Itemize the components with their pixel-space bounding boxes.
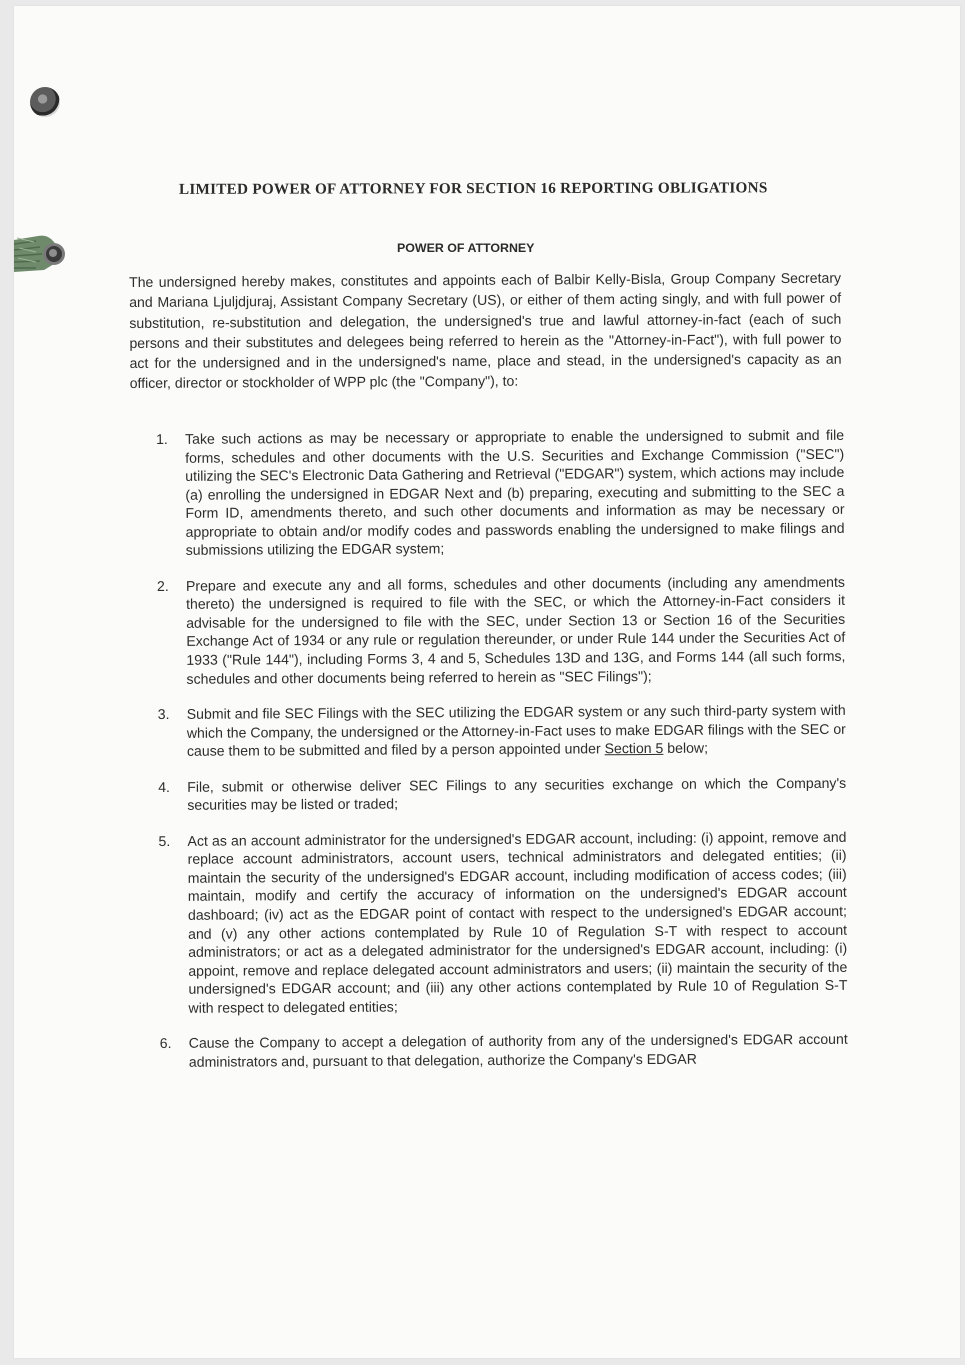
intro-paragraph: The undersigned hereby makes, constitutes and appoints each of Balbir Kelly-Bisla, Group Company Secretary and Mariana Ljuljdjuraj, Assistant Company Secretary (US), or either of them acting singly, and with full power of substitution, re-substitution and delegation, the undersigned's true and lawful attorney-in-fact (each of such persons and their substitutes and delegees being referred to herein as the "Attorney-in-Fact"), with full power to act for the undersigned and in the undersigned's name, place and stead, in the undersigned's capacity as an officer, director or stockholder of WPP plc (the "Company"), to: bbox=[129, 269, 842, 392]
binder-hole-icon bbox=[30, 87, 60, 117]
list-item-number: 6. bbox=[159, 1035, 172, 1052]
list-item-text-before: Submit and file SEC Filings with the SEC utilizing the EDGAR system or any such third-party system with which the Company, the undersigned or the Attorney-in-Fact uses to make EDGAR filings with the SEC or cause them to be submitted and filed by a person appointed under bbox=[186, 701, 846, 760]
list-item-number: 5. bbox=[158, 832, 171, 849]
document-subtitle: POWER OF ATTORNEY bbox=[397, 241, 535, 255]
list-item-text-after: below; bbox=[663, 739, 709, 757]
list-item bbox=[157, 573, 846, 688]
list-item-text: File, submit or otherwise deliver SEC Filings to any securities exchange on which the Company's securities may be listed or traded; bbox=[187, 774, 847, 814]
list-item-number: 3. bbox=[157, 706, 170, 723]
powers-list bbox=[156, 426, 848, 1089]
list-item-number: 2. bbox=[156, 577, 169, 594]
document-page bbox=[14, 6, 960, 1358]
list-item-text: Cause the Company to accept a delegation of authority from any of the undersigned's EDGAR account administrators and, pursuant to that delegation, authorize the Company's EDGAR bbox=[188, 1031, 848, 1070]
list-item bbox=[158, 701, 846, 761]
list-item-number: 4. bbox=[158, 778, 170, 795]
document-title: LIMITED POWER OF ATTORNEY FOR SECTION 16 REPORTING OBLIGATIONS bbox=[178, 179, 768, 198]
list-item bbox=[158, 774, 846, 815]
list-item-text: Take such actions as may be necessary or appropriate to enable the undersigned to submit and file forms, schedules and other documents with the U.S. Securities and Exchange Commission ("SEC") utilizing the SEC's Electronic Data Gathering and Retrieval ("EDGAR") system, which actions may include (a) enrolling the undersigned in EDGAR Next and (b) preparing, executing and submitting to the SEC a Form ID, amendments thereto, and such other documents and information as may be necessary or appropriate to obtain and/or modify codes and passwords enabling the undersigned to make filings and submissions utilizing the EDGAR system; bbox=[185, 426, 845, 559]
list-item-text bbox=[187, 701, 846, 761]
list-item bbox=[158, 828, 847, 1018]
list-item bbox=[160, 1030, 848, 1071]
list-item-number: 1. bbox=[156, 430, 168, 447]
list-item-text: Prepare and execute any and all forms, schedules and other documents (including any amendments thereto) the undersigned is required to file with the SEC, or which the Attorney-in-Fact considers it advisable for the undersigned to file with the SEC, under Section 13 or Section 16 of the Securities Exchange Act of 1934 or any rule or regulation thereunder, or under Rule 144 under the Securities Act of 1933 ("Rule 144"), including Forms 3, 4 and 5, Schedules 13D and 13G, and Forms 144 (all such forms, schedules and other documents being referred to herein as "SEC Filings"); bbox=[185, 573, 846, 687]
list-item-text: Act as an account administrator for the undersigned's EDGAR account, including: (i) appoint, remove and replace account administrators, account users, technical administrators and delegated entities; (ii) maintain the security of the undersigned's EDGAR account, including modification of access codes; (iii) maintain, modify and certify the accuracy of information on the undersigned's EDGAR account dashboard; (iv) act as the EDGAR point of contact with respect to the undersigned's EDGAR account; and (v) any other actions contemplated by Rule 10 of Regulation S-T with respect to account administrators; or act as a delegated administrator for the undersigned's EDGAR account, including: (i) appoint, remove and replace delegated account administrators and users; (ii) maintain the security of the undersigned's EDGAR account; and (iii) any other actions contemplated by Rule 10 of Regulation S-T with respect to delegated entities; bbox=[187, 828, 848, 1016]
binder-clip-icon bbox=[14, 228, 68, 276]
section-5-reference: Section 5 bbox=[604, 740, 664, 757]
list-item bbox=[156, 426, 845, 560]
